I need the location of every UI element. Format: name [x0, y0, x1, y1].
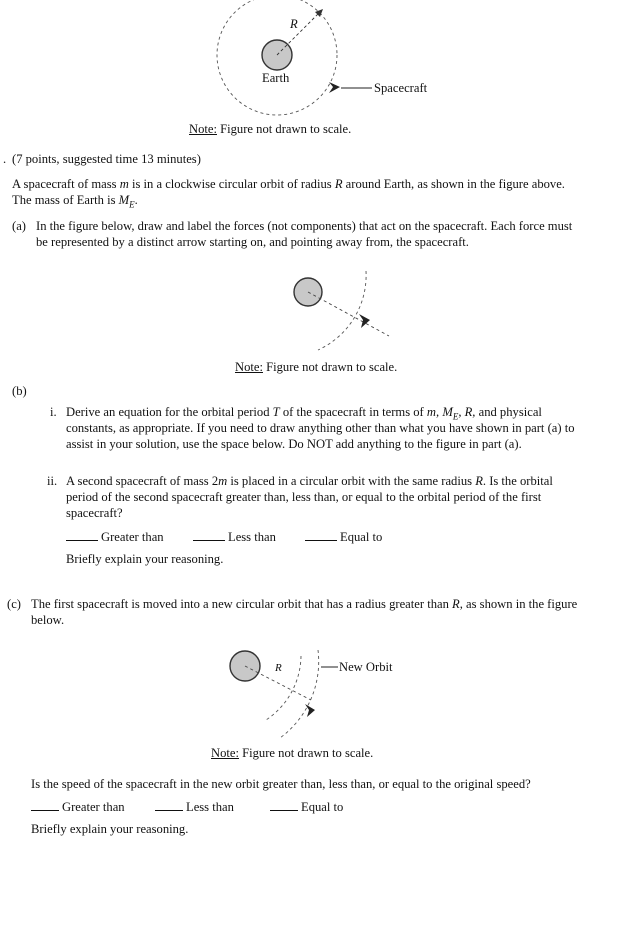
part-c-spacecraft-icon: [305, 704, 315, 717]
part-c-line2: below.: [31, 613, 65, 627]
part-b-i-line2: constants, as appropriate. If you need to draw anything other than what you have shown in part (a) to: [66, 421, 575, 435]
part-c-original-orbit-arc: [266, 656, 301, 720]
part-a-note: Note: Figure not drawn to scale.: [235, 360, 398, 374]
earth-label: Earth: [262, 71, 290, 85]
part-a-label: (a): [12, 219, 26, 233]
part-c-blank-less[interactable]: [155, 799, 183, 811]
part-c-option-greater[interactable]: Greater than: [31, 799, 125, 815]
part-b-ii-label: ii.: [47, 474, 58, 488]
part-b-option-equal[interactable]: Equal to: [305, 529, 382, 545]
part-b-i-line1: Derive an equation for the orbital period T of the spacecraft in terms of m, $M_E$, R, and physical: [66, 405, 542, 422]
part-c-label: (c): [7, 597, 21, 611]
part-c-question: Is the speed of the spacecraft in the new orbit greater than, less than, or equal to the original speed?: [31, 777, 531, 791]
radius-label: R: [290, 17, 298, 31]
part-b-i-label: i.: [50, 405, 57, 419]
part-b-ii-line3: spacecraft?: [66, 506, 123, 520]
part-c-blank-greater[interactable]: [31, 799, 59, 811]
question-intro-line2: The mass of Earth is $M_E$.: [12, 193, 138, 210]
part-c-option-equal[interactable]: Equal to: [270, 799, 343, 815]
part-b-blank-less[interactable]: [193, 529, 225, 541]
part-c-blank-equal[interactable]: [270, 799, 298, 811]
figure-orbit-diagram: [0, 0, 642, 140]
part-b-explain: Briefly explain your reasoning.: [66, 552, 224, 566]
part-c-explain: Briefly explain your reasoning.: [31, 822, 189, 836]
part-b-i-line3: assist in your solution, use the space below. Do NOT add anything to the figure in part (a).: [66, 437, 522, 451]
part-a-line2: be represented by a distinct arrow starting on, and pointing away from, the spacecraft.: [36, 235, 469, 249]
part-c-figure: [0, 640, 642, 750]
part-c-line1: The first spacecraft is moved into a new circular orbit that has a radius greater than R, as shown in the figure: [31, 597, 578, 611]
part-b-label: (b): [12, 384, 27, 398]
part-a-radius-line: [308, 292, 389, 336]
part-c-new-orbit-label: New Orbit: [339, 660, 393, 674]
question-points: (7 points, suggested time 13 minutes): [12, 152, 201, 166]
spacecraft-label: Spacecraft: [374, 81, 428, 95]
figure-note: Note: Figure not drawn to scale.: [189, 122, 352, 136]
part-b-blank-equal[interactable]: [305, 529, 337, 541]
question-intro-line1: A spacecraft of mass m is in a clockwise circular orbit of radius R around Earth, as shown in the figure above.: [12, 177, 565, 191]
part-b-ii-line1: A second spacecraft of mass 2m is placed in a circular orbit with the same radius R. Is the orbital: [66, 474, 553, 488]
part-c-note: Note: Figure not drawn to scale.: [211, 746, 374, 760]
question-number: .: [3, 152, 7, 166]
part-b-option-greater[interactable]: Greater than: [66, 529, 164, 545]
spacecraft-icon: [329, 82, 340, 93]
part-b-option-less[interactable]: Less than: [193, 529, 276, 545]
part-a-figure: [0, 262, 642, 372]
part-a-line1: In the figure below, draw and label the forces (not components) that act on the spacecraft. Each force must: [36, 219, 573, 233]
part-b-ii-line2: period of the second spacecraft greater than, less than, or equal to the orbital period of the first: [66, 490, 542, 504]
part-c-option-less[interactable]: Less than: [155, 799, 234, 815]
part-b-blank-greater[interactable]: [66, 529, 98, 541]
part-c-radius-label: R: [275, 662, 282, 674]
